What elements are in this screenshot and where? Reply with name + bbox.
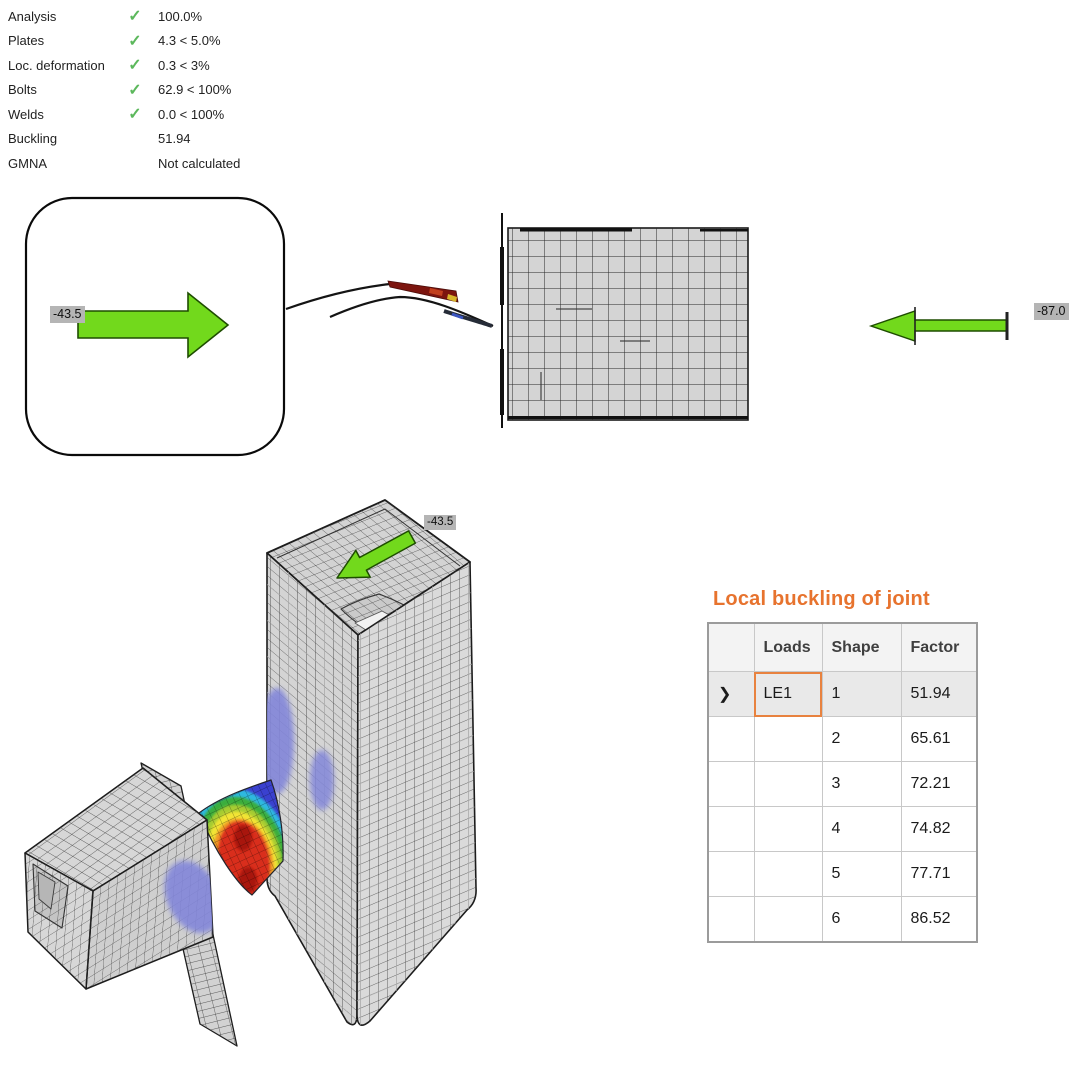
summary-row-bolts[interactable] [8,78,240,103]
cell-factor: 77.71 [901,852,977,897]
header-factor: Factor [901,623,977,672]
cell-factor: 72.21 [901,762,977,807]
table-row[interactable] [708,807,977,852]
load-arrow-right [871,307,1007,345]
load-label-side-left: -43.5 [50,306,85,323]
summary-value: 100.0% [158,8,203,24]
row-indicator [708,852,754,897]
cell-shape: 6 [822,897,901,943]
summary-label: Bolts [8,82,37,98]
cell-factor: 74.82 [901,807,977,852]
cell-shape: 3 [822,762,901,807]
cell-loads[interactable]: LE1 [754,672,822,717]
table-row[interactable] [708,717,977,762]
plate-mesh-side [500,213,748,428]
check-icon: ✓ [128,32,142,50]
check-icon: ✓ [128,106,142,124]
row-indicator-icon: ❯ [708,672,754,717]
summary-row-analysis[interactable] [8,4,240,29]
check-icon: ✓ [128,8,142,26]
summary-label: Buckling [8,131,58,147]
summary-label: Analysis [8,8,57,24]
cell-shape: 2 [822,717,901,762]
summary-value: 0.3 < 3% [158,57,210,73]
cell-loads [754,762,822,807]
cell-loads [754,897,822,943]
summary-value: Not calculated [158,155,241,171]
buckling-panel [707,588,978,943]
header-loads: Loads [754,623,822,672]
summary-value: 0.0 < 100% [158,106,225,122]
summary-value: 4.3 < 5.0% [158,33,221,49]
cell-factor: 86.52 [901,897,977,943]
load-label-side-right: -87.0 [1034,303,1069,320]
buckling-table-title: Local buckling of joint [713,588,930,610]
cell-loads [754,717,822,762]
summary-row-welds[interactable] [8,102,240,127]
cell-loads [754,852,822,897]
summary-label: Plates [8,33,45,49]
row-indicator [708,897,754,943]
summary-row-plates[interactable] [8,29,240,54]
row-indicator [708,807,754,852]
header-shape: Shape [822,623,901,672]
table-header-row [708,623,977,672]
column-mesh [267,500,476,1025]
summary-label: GMNA [8,155,47,171]
cell-factor: 65.61 [901,717,977,762]
summary-label: Loc. deformation [8,57,105,73]
load-label-iso: -43.5 [424,515,456,530]
check-summary-panel [8,4,240,176]
deformed-beam-curves [286,281,493,326]
header-indicator [708,623,754,672]
cell-shape: 5 [822,852,901,897]
summary-value: 51.94 [158,131,191,147]
summary-row-gmna[interactable] [8,151,240,176]
summary-label: Welds [8,106,44,122]
cell-shape: 4 [822,807,901,852]
row-indicator [708,717,754,762]
summary-row-loc-deformation[interactable] [8,53,240,78]
side-view-canvas[interactable] [0,190,1080,470]
table-row[interactable] [708,852,977,897]
buckling-table [707,622,978,943]
iso-view-canvas[interactable] [0,480,500,1080]
summary-value: 62.9 < 100% [158,82,232,98]
summary-row-buckling[interactable] [8,127,240,152]
table-row[interactable] [708,672,977,717]
cell-shape: 1 [822,672,901,717]
table-row[interactable] [708,762,977,807]
check-icon: ✓ [128,57,142,75]
cell-loads [754,807,822,852]
check-icon: ✓ [128,81,142,99]
table-row[interactable] [708,897,977,943]
row-indicator [708,762,754,807]
cell-factor: 51.94 [901,672,977,717]
